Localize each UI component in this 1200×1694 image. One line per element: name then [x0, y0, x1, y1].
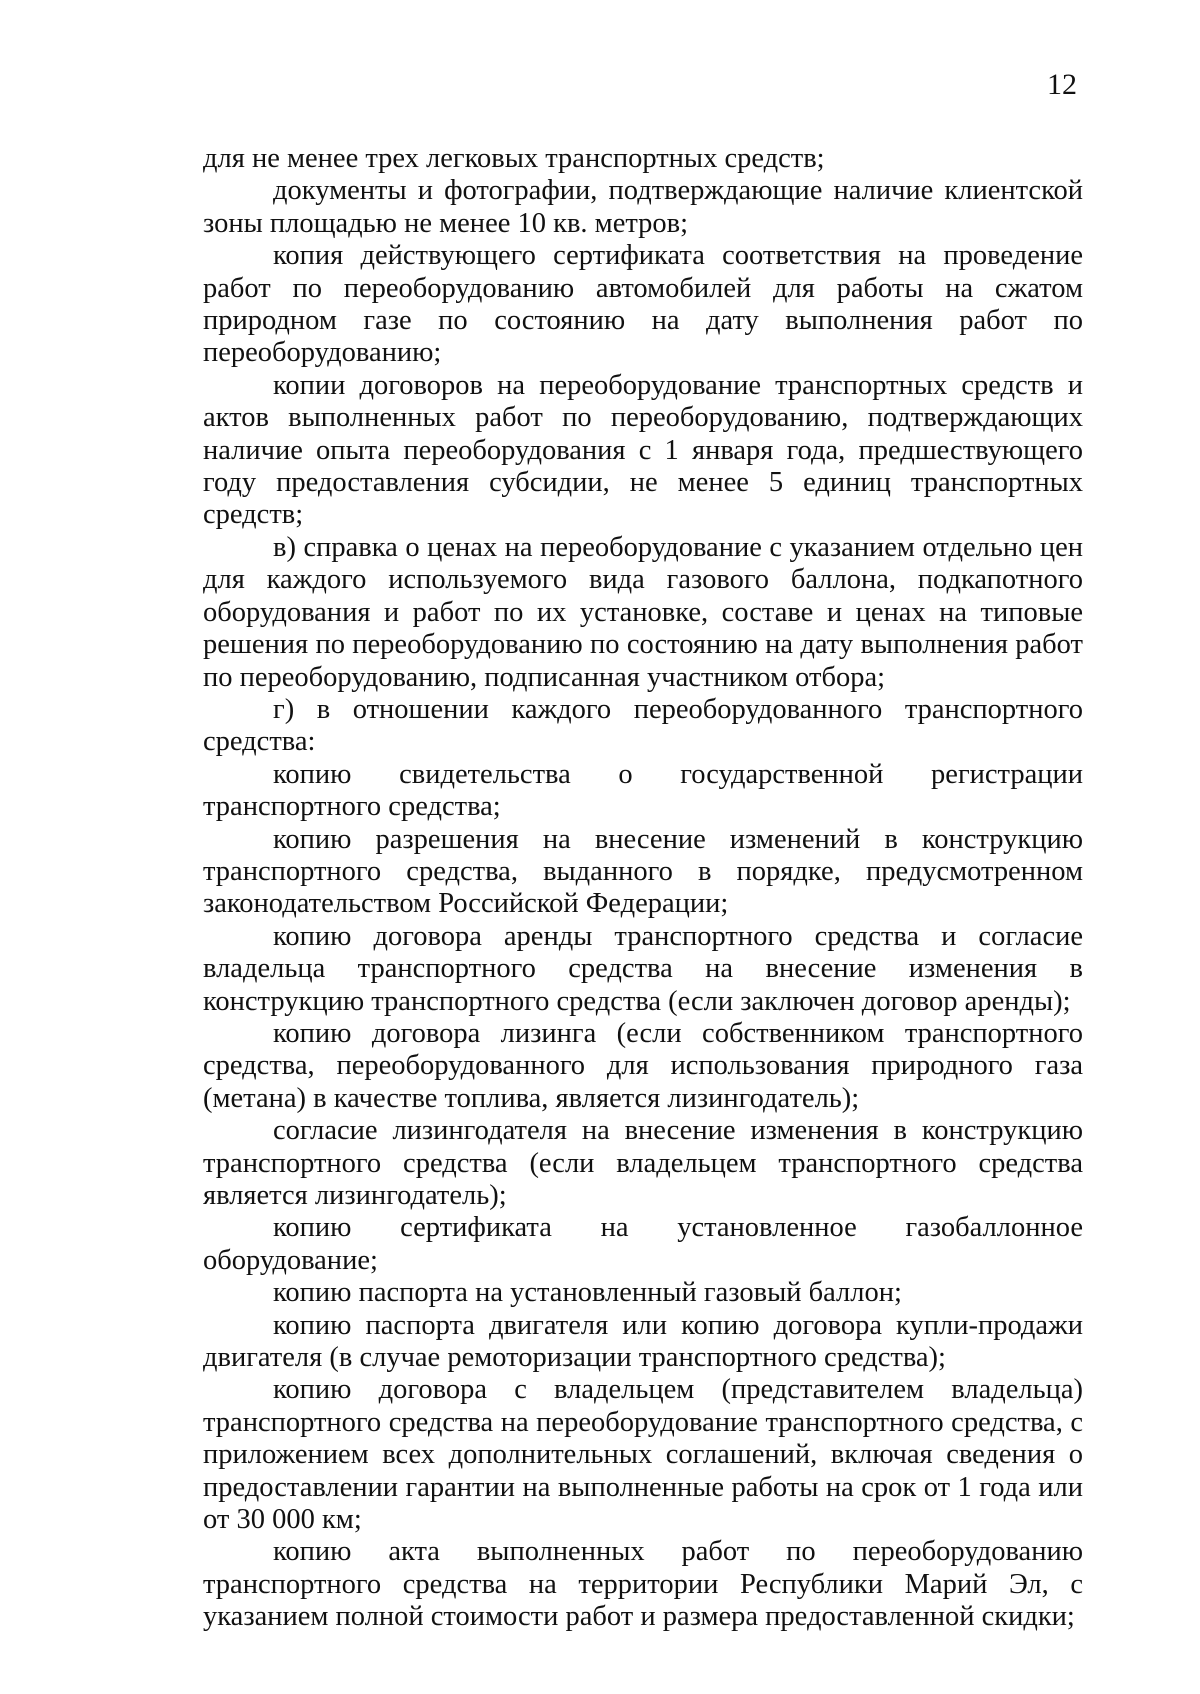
page-number: 12	[1047, 68, 1077, 101]
paragraph-leasing-agreement: копию договора лизинга (если собственником транспортного средства, переоборудованного для использования природного газа (метана) в качестве топлива, является лизингодатель);	[203, 1017, 1083, 1114]
paragraph-modification-permit: копию разрешения на внесение изменений в конструкцию транспортного средства, выданного в порядке, предусмотренном законодательством Российской Федерации;	[203, 823, 1083, 920]
paragraph-registration-certificate: копию свидетельства о государственной регистрации транспортного средства;	[203, 758, 1083, 823]
paragraph-lessor-consent: согласие лизингодателя на внесение изменения в конструкцию транспортного средства (если владельцем транспортного средства является лизингодатель);	[203, 1115, 1083, 1211]
paragraph-owner-contract: копию договора с владельцем (представителем владельца) транспортного средства на переоборудование транспортного средства, с приложением всех дополнительных соглашений, включая сведения о предоставлении гарантии на выполненные работы на срок от 1 года или от 30 000 км;	[203, 1374, 1083, 1536]
document-body	[203, 143, 1083, 1634]
paragraph-acceptance-act: копию акта выполненных работ по переоборудованию транспортного средства на территории Республики Марий Эл, с указанием полной стоимости работ и размера предоставленной скидки;	[203, 1536, 1083, 1633]
paragraph-price-statement: в) справка о ценах на переоборудование с указанием отдельно цен для каждого используемого вида газового баллона, подкапотного оборудования и работ по их установке, составе и ценах на типовые решения по переоборудованию по состоянию на дату выполнения работ по переоборудованию, подписанная участником отбора;	[203, 531, 1083, 693]
paragraph-conformity-certificate: копия действующего сертификата соответствия на проведение работ по переоборудованию автомобилей для работы на сжатом природном газе по состоянию на дату выполнения работ по переоборудованию;	[203, 240, 1083, 369]
paragraph-client-zone-documents: документы и фотографии, подтверждающие наличие клиентской зоны площадью не менее 10 кв. метров;	[203, 175, 1083, 239]
paragraph-lease-agreement: копию договора аренды транспортного средства и согласие владельца транспортного средства на внесение изменения в конструкцию транспортного средства (если заключен договор аренды);	[203, 920, 1083, 1017]
paragraph-conversion-contracts: копии договоров на переоборудование транспортных средств и актов выполненных работ по переоборудованию, подтверждающих наличие опыта переоборудования с 1 января года, предшествующего году предоставления субсидии, не менее 5 единиц транспортных средств;	[203, 369, 1083, 531]
paragraph-continuation: для не менее трех легковых транспортных средств;	[203, 143, 825, 174]
paragraph-engine-passport: копию паспорта двигателя или копию договора купли-продажи двигателя (в случае ремоторизации транспортного средства);	[203, 1309, 1083, 1374]
paragraph-each-vehicle: г) в отношении каждого переоборудованного транспортного средства:	[203, 693, 1083, 758]
paragraph-gas-cylinder-passport: копию паспорта на установленный газовый баллон;	[273, 1277, 902, 1309]
paragraph-gas-equipment-certificate: копию сертификата на установленное газобаллонное оборудование;	[203, 1212, 1083, 1276]
